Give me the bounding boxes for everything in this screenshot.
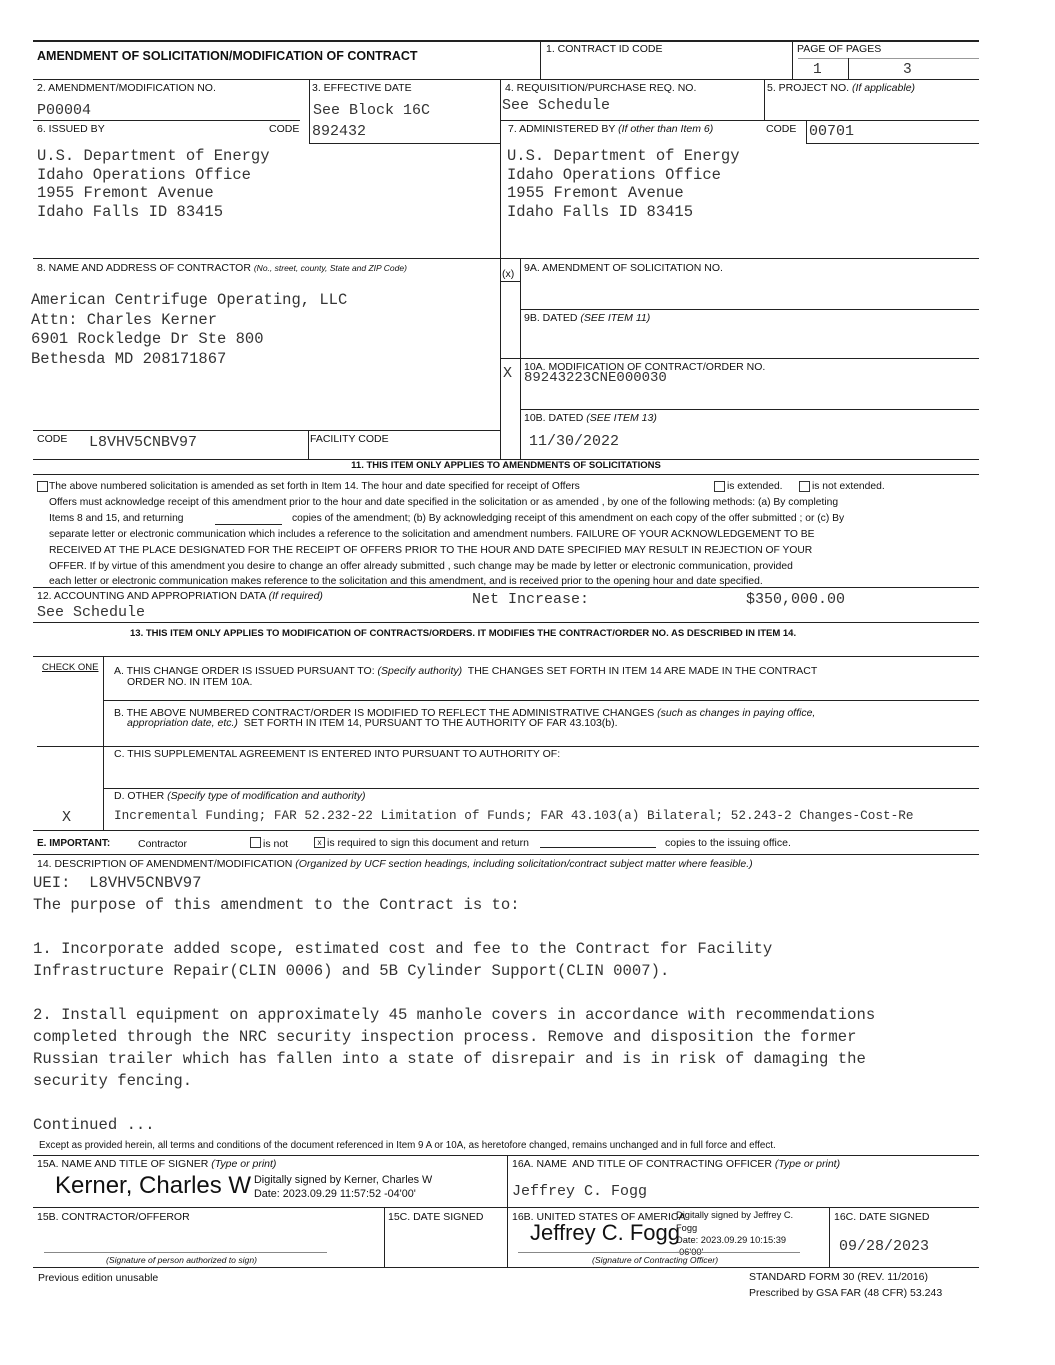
mod-label: 10A. MODIFICATION OF CONTRACT/ORDER NO. bbox=[524, 361, 766, 373]
amend-sol-label: 9A. AMENDMENT OF SOLICITATION NO. bbox=[524, 262, 723, 274]
is-not-extended-checkbox[interactable] bbox=[799, 481, 810, 492]
item11-line7: each letter or electronic communication makes reference to the solicitation and this amendment, and is received prior to the opening hour and date specified. bbox=[49, 576, 763, 587]
issued-by-label: 6. ISSUED BY bbox=[37, 123, 105, 135]
admin-code-label: CODE bbox=[766, 123, 797, 135]
sig-caption-16: (Signature of Contracting Officer) bbox=[592, 1255, 719, 1265]
facility-code-label: FACILITY CODE bbox=[310, 433, 389, 445]
important-contractor: Contractor bbox=[138, 838, 188, 850]
item13d-check-mark: X bbox=[62, 809, 72, 826]
officer-name: Jeffrey C. Fogg bbox=[512, 1183, 648, 1200]
issued-code-label: CODE bbox=[269, 123, 300, 135]
item14-label: 14. DESCRIPTION OF AMENDMENT/MODIFICATION (Organized by UCF section headings, including solicitation/contract subject matter where feasible.) bbox=[37, 858, 753, 870]
item11-line6: OFFER. If by virtue of this amendment you desire to change an offer already submitted , such change may be made by letter or electronic communication, provided bbox=[49, 561, 793, 572]
date-signed-16c-label: 16C. DATE SIGNED bbox=[834, 1211, 930, 1223]
item11-line3b: copies of the amendment; (b) By acknowledging receipt of this amendment on each copy of the offer submitted ; or (c) By bbox=[292, 513, 845, 524]
officer-digital-line3: Date: 2023.09.29 10:15:39 bbox=[676, 1235, 787, 1245]
copies-label: copies to the issuing office. bbox=[665, 837, 791, 849]
officer-signature: Jeffrey C. Fogg bbox=[530, 1220, 680, 1245]
item13b-line2: appropriation date, etc.) SET FORTH IN ITEM 14, PURSUANT TO THE AUTHORITY OF FAR 43.103(b). bbox=[127, 717, 618, 729]
item13-heading: 13. THIS ITEM ONLY APPLIES TO MODIFICATION OF CONTRACTS/ORDERS. IT MODIFIES THE CONTRACT/ORDER NO. AS DESCRIBED IN ITEM 14. bbox=[130, 628, 797, 639]
offeror-label: 15B. CONTRACTOR/OFFEROR bbox=[37, 1211, 190, 1223]
mod-no: 89243223CNE000030 bbox=[524, 370, 667, 386]
important-label: E. IMPORTANT: bbox=[37, 838, 111, 849]
mod-check-mark: X bbox=[503, 365, 513, 382]
issued-code: 892432 bbox=[312, 123, 367, 140]
page-number: 1 bbox=[813, 62, 822, 78]
dated-10b: 11/30/2022 bbox=[529, 433, 620, 450]
admin-code: 00701 bbox=[809, 123, 855, 140]
officer-digital-line4: -06'00' bbox=[676, 1247, 704, 1257]
page-label: PAGE OF PAGES bbox=[797, 43, 882, 55]
except-text: Except as provided herein, all terms and conditions of the document referenced in Item 9 A or 10A, as heretofore changed, remains unchanged and in full force and effect. bbox=[39, 1140, 776, 1151]
eff-date: See Block 16C bbox=[313, 102, 431, 119]
project-label: 5. PROJECT NO. (If applicable) bbox=[767, 82, 916, 94]
usa-label: 16B. UNITED STATES OF AMERICA bbox=[512, 1211, 686, 1223]
administered-by-label: 7. ADMINISTERED BY (If other than Item 6) bbox=[508, 123, 714, 135]
item12-value: See Schedule bbox=[37, 604, 146, 621]
net-increase-amount: $350,000.00 bbox=[746, 591, 846, 608]
date-signed-16c: 09/28/2023 bbox=[839, 1238, 930, 1255]
contract-id-label: 1. CONTRACT ID CODE bbox=[546, 43, 663, 55]
is-extended-checkbox[interactable] bbox=[714, 481, 725, 492]
signer-label: 15A. NAME AND TITLE OF SIGNER (Type or print) bbox=[37, 1158, 277, 1170]
form-number: STANDARD FORM 30 (REV. 11/2016) bbox=[749, 1271, 928, 1283]
page-count: 3 bbox=[903, 62, 912, 78]
is-required-label: is required to sign this document and return bbox=[327, 837, 529, 849]
issued-by-address: U.S. Department of Energy Idaho Operations Office 1955 Fremont Avenue Idaho Falls ID 83415 bbox=[37, 147, 270, 221]
prescribed-by: Prescribed by GSA FAR (48 CFR) 53.243 bbox=[749, 1287, 943, 1299]
contractor-code-label: CODE bbox=[37, 433, 68, 445]
contractor-address: American Centrifuge Operating, LLC Attn: Charles Kerner 6901 Rockledge Dr Ste 800 Bethesda MD 208171867 bbox=[31, 291, 348, 368]
administered-by-address: U.S. Department of Energy Idaho Operations Office 1955 Fremont Avenue Idaho Falls ID 83415 bbox=[507, 147, 740, 221]
previous-edition: Previous edition unusable bbox=[38, 1272, 159, 1284]
item13d-authority: Incremental Funding; FAR 52.232-22 Limitation of Funds; FAR 43.103(a) Bilateral; 52.243-2 Changes-Cost-Re bbox=[114, 808, 914, 823]
item11-line4: separate letter or electronic communication which includes a reference to the solicitation and amendment numbers. FAILURE OF YOUR ACKNOWLEDGEMENT TO BE bbox=[49, 529, 815, 540]
item14-description: UEI: L8VHV5CNBV97 The purpose of this amendment to the Contract is to: 1. Incorporate added scope, estimated cost and fee to the Contract for Facility Infrastructure Repair(CLIN 0006) and 5B Cylinder Support(CLIN 0007). 2. Install equipment on approximately 45 manhole covers in accordance with recommendations completed through the NRC security inspection process. Remove and disposition the former Russian trailer which has fallen into a state of disrepair and is in risk of damaging the security fencing. Continued ... bbox=[33, 874, 876, 1134]
item11-line1: The above numbered solicitation is amended as set forth in Item 14. The hour and date specified for receipt of Offers bbox=[49, 481, 580, 492]
item12-label: 12. ACCOUNTING AND APPROPRIATION DATA (If required) bbox=[37, 590, 323, 602]
item11-line2: Offers must acknowledge receipt of this amendment prior to the hour and date specified in the solicitation or as amended , by one of the following methods: (a) By completing bbox=[49, 497, 839, 508]
is-extended-label: is extended. bbox=[727, 481, 783, 492]
sig-caption-15: (Signature of person authorized to sign) bbox=[106, 1255, 257, 1265]
signer-signature: Kerner, Charles W bbox=[55, 1172, 252, 1199]
req-label: 4. REQUISITION/PURCHASE REQ. NO. bbox=[505, 82, 697, 94]
signer-digital-line2: Date: 2023.09.29 11:57:52 -04'00' bbox=[254, 1188, 416, 1200]
is-not-label: is not bbox=[263, 838, 289, 850]
is-required-checkbox[interactable]: x bbox=[314, 837, 325, 848]
officer-label: 16A. NAME AND TITLE OF CONTRACTING OFFICER (Type or print) bbox=[512, 1158, 841, 1170]
eff-date-label: 3. EFFECTIVE DATE bbox=[312, 82, 412, 94]
req-no: See Schedule bbox=[502, 97, 611, 114]
dated-10b-label: 10B. DATED (SEE ITEM 13) bbox=[524, 412, 657, 424]
item13b-line1: B. THE ABOVE NUMBERED CONTRACT/ORDER IS MODIFIED TO REFLECT THE ADMINISTRATIVE CHANGES (such as changes in paying office, bbox=[114, 707, 816, 719]
item13c-line: C. THIS SUPPLEMENTAL AGREEMENT IS ENTERED INTO PURSUANT TO AUTHORITY OF: bbox=[114, 748, 561, 760]
item11-heading: 11. THIS ITEM ONLY APPLIES TO AMENDMENTS OF SOLICITATIONS bbox=[351, 460, 661, 471]
solicitation-checkbox[interactable] bbox=[37, 481, 48, 492]
net-increase-label: Net Increase: bbox=[472, 591, 590, 608]
item13d-line: D. OTHER (Specify type of modification and authority) bbox=[114, 790, 366, 802]
check-one-label: CHECK ONE bbox=[42, 662, 99, 673]
amend-no-label: 2. AMENDMENT/MODIFICATION NO. bbox=[37, 82, 216, 94]
form-title: AMENDMENT OF SOLICITATION/MODIFICATION OF CONTRACT bbox=[37, 49, 418, 63]
item11-line3a: Items 8 and 15, and returning bbox=[49, 513, 184, 524]
x-column-header: (x) bbox=[502, 268, 515, 280]
item13a-line2: ORDER NO. IN ITEM 10A. bbox=[127, 676, 253, 688]
item11-line5: RECEIVED AT THE PLACE DESIGNATED FOR THE RECEIPT OF OFFERS PRIOR TO THE HOUR AND DATE SPECIFIED MAY RESULT IN REJECTION OF YOUR bbox=[49, 545, 813, 556]
date-signed-15c-label: 15C. DATE SIGNED bbox=[388, 1211, 484, 1223]
dated-9b-label: 9B. DATED (SEE ITEM 11) bbox=[524, 312, 651, 324]
officer-digital-line2: Fogg bbox=[676, 1223, 698, 1233]
contractor-label: 8. NAME AND ADDRESS OF CONTRACTOR (No., street, county, State and ZIP Code) bbox=[37, 262, 407, 274]
item13a-line1: A. THIS CHANGE ORDER IS ISSUED PURSUANT TO: (Specify authority) THE CHANGES SET FORTH IN ITEM 14 ARE MADE IN THE CONTRACT bbox=[114, 665, 818, 677]
is-not-extended-label: is not extended. bbox=[812, 481, 885, 492]
amend-no: P00004 bbox=[37, 102, 92, 119]
officer-digital-line1: Digitally signed by Jeffrey C. bbox=[676, 1210, 794, 1220]
signer-digital-line1: Digitally signed by Kerner, Charles W bbox=[254, 1174, 433, 1186]
is-not-checkbox[interactable] bbox=[250, 837, 261, 848]
contractor-code: L8VHV5CNBV97 bbox=[89, 434, 198, 451]
